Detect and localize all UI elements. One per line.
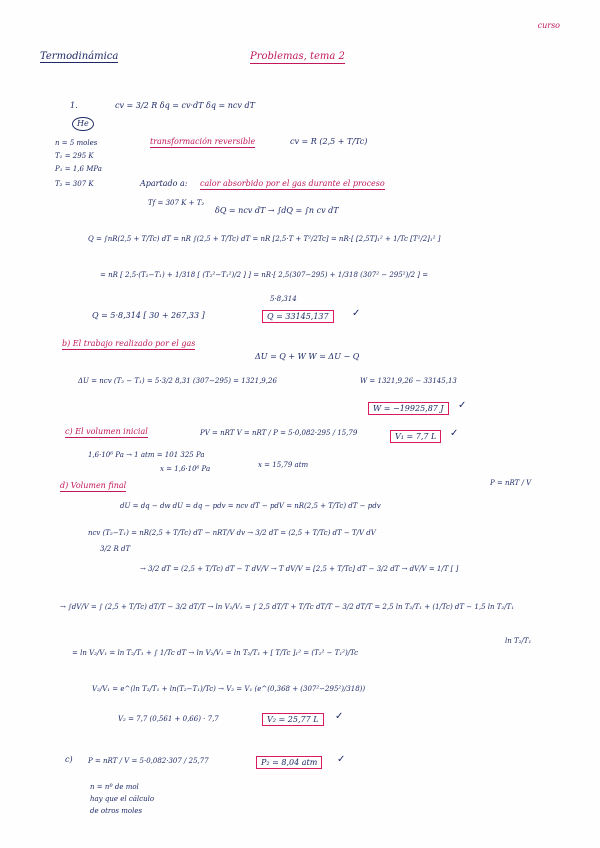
v2-result-box: V₂ = 25,77 L (262, 713, 324, 726)
w-result-box: W = −19925,87 J (368, 402, 449, 415)
note-line-1: n = nº de mol (90, 783, 139, 791)
check-icon: ✓ (458, 400, 467, 411)
moles: n = 5 moles (55, 139, 98, 147)
part-b-eq2: ΔU = ncv (T₂ − T₁) = 5·3/2 8,31 (307−295) = 1321,9,26 (78, 377, 277, 385)
check-icon: ✓ (335, 711, 344, 722)
part-d-eq7: V₂ = 7,7 (0,561 + 0,66) · 7,7 (118, 715, 219, 723)
part-b-title: b) El trabajo realizado por el gas (62, 339, 196, 348)
part-e-label: c) (65, 755, 73, 764)
dq-equation: δQ = ncv dT → ∫dQ = ∫n cv dT (215, 206, 339, 215)
course-title: Termodinámica (40, 51, 119, 62)
part-b-eq3: W = 1321,9,26 − 33145,13 (360, 377, 457, 385)
problem-number: 1. (70, 101, 78, 110)
part-e-eq: P = nRT / V = 5·0,082·307 / 25,77 (88, 757, 209, 765)
part-d-eq3: → 3/2 dT = (2,5 + T/Tc) dT − T dV/V → T dV/V = [2,5 + T/Tc] dT − 3/2 dT → dV/V = 1/T [ ] (140, 565, 459, 573)
part-d-eq5: = ln V₂/V₁ = ln T₂/T₁ + ∫ 1/Tc dT → ln V₂/V₁ = ln T₂/T₁ + [ T/Tc ]₁² = (T₂² − T₁²)/Tc (72, 649, 359, 657)
part-d-eq2b: 3/2 R dT (100, 545, 131, 553)
q-nr-value: 5·8,314 (270, 295, 297, 303)
tf-note: Tf = 307 K + T₂ (148, 199, 205, 207)
page-title: Problemas, tema 2 (250, 51, 345, 62)
apartado-label: Apartado a: (140, 179, 188, 188)
apartado-text: calor absorbido por el gas durante el proceso (200, 179, 385, 188)
definitions: cv = 3/2 R δq = cv·dT δq = ncv dT (115, 101, 255, 110)
corner-note: curso (537, 21, 560, 30)
initial-pressure: P₁ = 1,6 MPa (55, 165, 102, 173)
pressure-conversion: 1,6·10⁶ Pa → 1 atm = 101 325 Pa (88, 451, 205, 459)
pressure-conversion-x: x = 1,6·10⁶ Pa (160, 465, 211, 473)
p2-result-box: P₂ = 8,04 atm (256, 756, 322, 769)
cv-formula: cv = R (2,5 + T/Tc) (290, 137, 368, 146)
q-calc: Q = 5·8,314 [ 30 + 267,33 ] (92, 311, 205, 320)
v1-result-box: V₁ = 7,7 L (390, 430, 441, 443)
pressure-note: P = nRT / V (490, 479, 532, 487)
part-d-eq6: V₂/V₁ = e^(ln T₂/T₁ + ln(T₂−T₁)/Tc) → V₂ = V₁ (e^(0,368 + (307²−295²)/318)) (92, 685, 366, 693)
note-line-2: hay que el cálculo (90, 795, 155, 803)
part-d-eq4b: ln T₂/T₁ (505, 637, 532, 645)
check-icon: ✓ (352, 308, 361, 319)
part-d-eq4: → ∫dV/V = ∫ (2,5 + T/Tc) dT/T − 3/2 dT/T → ln V₂/V₁ = ∫ 2,5 dT/T + T/Tc dT/T − 3/2 dT/T = 2,5 ln T₂/T₁ + (1/Tc) dT − 1,5 ln T₂/T₁ (60, 603, 515, 611)
part-d-eq1: dU = dq − dw dU = dq − pdv = ncv dT − pdV = nR(2,5 + T/Tc) dT − pdv (120, 502, 381, 510)
q-result-box: Q = 33145,137 (262, 310, 334, 323)
q-integral: Q = ∫nR(2,5 + T/Tc) dT = nR ∫(2,5 + T/Tc) dT = nR [2,5·T + T²/2Tc] = nR·[ [2,5T]₁² + 1/Tc [T²/2]₁² ] (88, 235, 441, 243)
part-b-eq1: ΔU = Q + W W = ΔU − Q (255, 352, 360, 361)
final-temperature: T₂ = 307 K (55, 180, 94, 188)
q-substitution: = nR [ 2,5·(T₂−T₁) + 1/318 [ (T₂²−T₁²)/2 ] ] = nR·[ 2,5(307−295) + 1/318 (307² − 295²)/2 ] = (100, 271, 429, 279)
transformation-label: transformación reversible (150, 137, 256, 146)
initial-temperature: T₁ = 295 K (55, 152, 94, 160)
note-line-3: de otros moles (90, 807, 143, 815)
part-d-title: d) Volumen final (60, 481, 127, 490)
check-icon: ✓ (337, 754, 346, 765)
pressure-atm: x = 15,79 atm (258, 461, 309, 469)
part-c-eq1: PV = nRT V = nRT / P = 5·0,082·295 / 15,79 (200, 429, 358, 437)
gas-label: He (72, 117, 94, 131)
part-d-eq2: ncv (T₂−T₁) = nR(2,5 + T/Tc) dT − nRT/V dv → 3/2 dT = (2,5 + T/Tc) dT − T/V dV (88, 529, 376, 537)
part-c-title: c) El volumen inicial (65, 427, 148, 436)
check-icon: ✓ (450, 428, 459, 439)
